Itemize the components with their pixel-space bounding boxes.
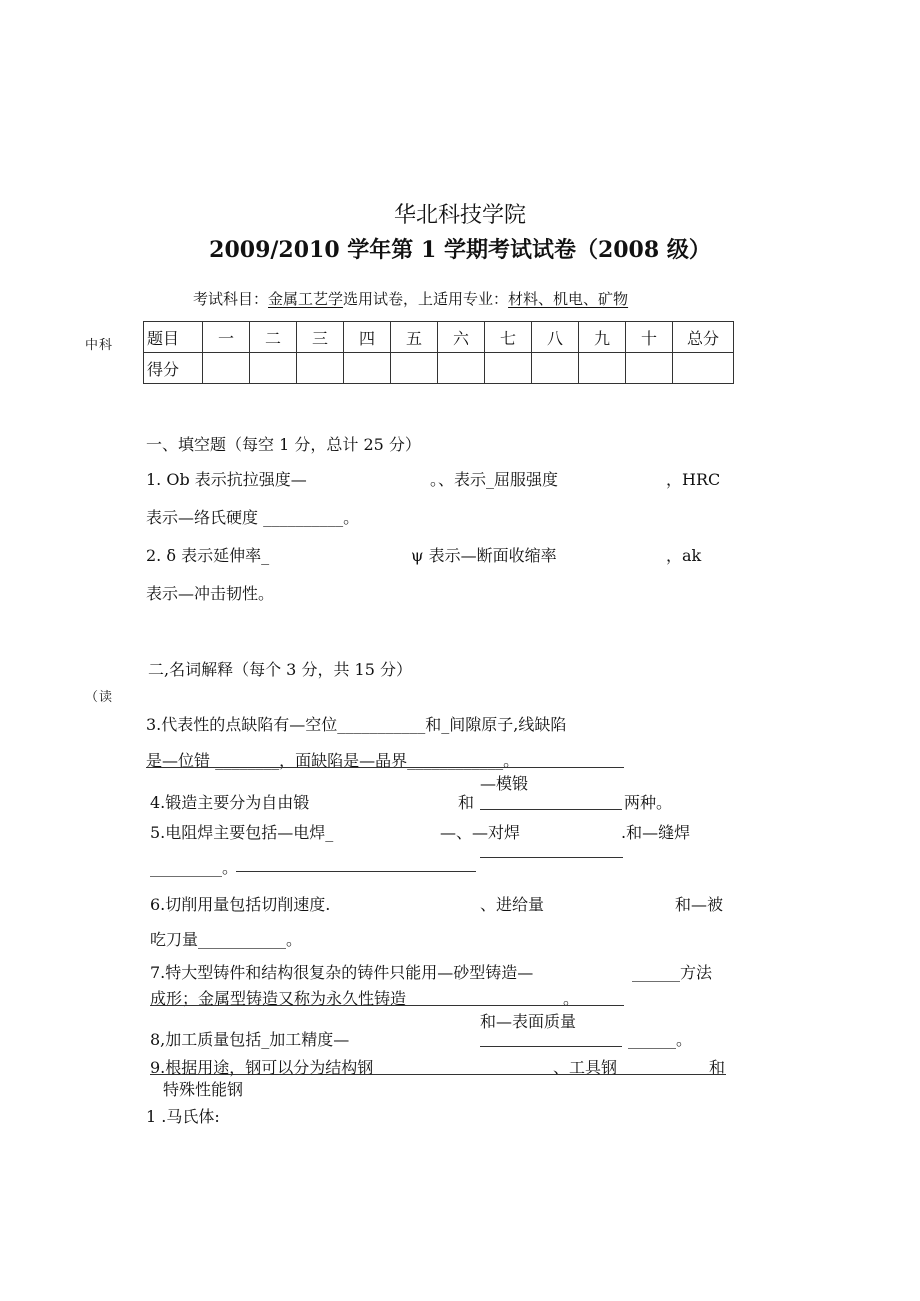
- q7-part-c: 成形；金属型铸造又称为永久性铸造: [150, 989, 407, 1008]
- q1-part-c: ，HRC: [666, 470, 721, 489]
- q5-part-d: _________。: [150, 858, 239, 877]
- score-cell[interactable]: [203, 353, 250, 384]
- q1-part-a: 1. Ob 表示抗拉强度—: [146, 470, 307, 489]
- score-cell[interactable]: [532, 353, 579, 384]
- score-cell[interactable]: [391, 353, 438, 384]
- column-header: 七: [485, 322, 532, 353]
- table-row: [144, 353, 734, 384]
- column-header: 八: [532, 322, 579, 353]
- q9-part-d: 特殊性能钢: [163, 1080, 244, 1099]
- majors: 材料、机电、矿物: [508, 290, 629, 308]
- school-name: 华北科技学院: [393, 203, 526, 228]
- subject-prefix: 考试科目：: [193, 290, 269, 308]
- q4-part-c: 两种。: [624, 793, 673, 812]
- q4-blank[interactable]: [480, 809, 622, 810]
- q5-underline: [236, 871, 476, 872]
- q7-underline: [150, 1005, 624, 1006]
- q6-part-b: 、进给量: [480, 895, 545, 914]
- q9-part-c: 和: [709, 1058, 726, 1077]
- score-table: [143, 321, 734, 384]
- subject-line: [193, 288, 628, 309]
- q7-part-a: 7.特大型铸件和结构很复杂的铸件只能用—砂型铸造—: [150, 963, 534, 982]
- q9-underline: [150, 1074, 726, 1075]
- row-label-questions: 题目: [144, 322, 203, 353]
- q6-part-c: 和—被: [675, 895, 724, 914]
- score-cell[interactable]: [485, 353, 532, 384]
- side-label-1: 中科: [85, 338, 114, 353]
- q8-blank[interactable]: [480, 1046, 622, 1047]
- q9-part-b: 、工具钢: [553, 1058, 618, 1077]
- column-header: 五: [391, 322, 438, 353]
- score-cell[interactable]: [673, 353, 734, 384]
- subject-suffix: 选用试卷，上适用专业：: [343, 290, 509, 308]
- column-header: 一: [203, 322, 250, 353]
- score-cell[interactable]: [438, 353, 485, 384]
- column-header: 四: [344, 322, 391, 353]
- q5-part-c: .和—缝焊: [621, 823, 691, 842]
- section1-heading: 一、填空题（每空 1 分，总计 25 分）: [146, 435, 421, 454]
- column-header: 三: [297, 322, 344, 353]
- column-header: 九: [579, 322, 626, 353]
- q7-part-b: ______方法: [632, 963, 713, 982]
- q2-part-d: 表示—冲击韧性。: [146, 584, 275, 603]
- q8-part-a: 8,加工质量包括_加工精度—: [150, 1030, 350, 1049]
- q1-part-d: 表示—络氏硬度 __________。: [146, 508, 360, 527]
- q5-part-b: —、—对焊: [440, 823, 521, 842]
- q5-blank[interactable]: [480, 857, 623, 858]
- q3-underline: [146, 767, 624, 768]
- q8-part-b: ______。: [628, 1030, 693, 1049]
- score-cell[interactable]: [626, 353, 673, 384]
- column-header: 六: [438, 322, 485, 353]
- q1-part-b: 。、表示_屈服强度: [430, 470, 559, 489]
- score-cell[interactable]: [344, 353, 391, 384]
- q6-part-d: 吃刀量___________。: [150, 930, 303, 949]
- exam-title: 2009/2010 学年第 1 学期考试试卷（2008 级）: [209, 237, 711, 263]
- column-header-total: 总分: [673, 322, 734, 353]
- q2-part-c: ，ak: [666, 546, 702, 565]
- q4-part-a: 4.锻造主要分为自由锻: [150, 793, 310, 812]
- q7-part-d: 。: [563, 989, 580, 1008]
- q3-part-b: 是—位错 ________，面缺陷是—晶界____________。: [146, 751, 520, 770]
- q8-top: 和—表面质量: [480, 1012, 577, 1031]
- score-cell[interactable]: [250, 353, 297, 384]
- column-header: 十: [626, 322, 673, 353]
- q4-part-b: 和: [458, 793, 475, 812]
- q2-part-b: ψ 表示—断面收缩率: [411, 546, 557, 565]
- side-label-2: （读: [85, 690, 114, 705]
- column-header: 二: [250, 322, 297, 353]
- q6-part-a: 6.切削用量包括切削速度.: [150, 895, 331, 914]
- row-label-score: 得分: [144, 353, 203, 384]
- q3-part-a: 3.代表性的点缺陷有—空位___________和_间隙原子,线缺陷: [146, 715, 567, 734]
- q10-term: 1 .马氏体:: [146, 1107, 220, 1126]
- q4-top: —模锻: [480, 774, 529, 793]
- q2-part-a: 2. δ 表示延伸率_: [146, 546, 270, 565]
- q5-part-a: 5.电阻焊主要包括—电焊_: [150, 823, 334, 842]
- section2-heading: 二,名词解释（每个 3 分，共 15 分）: [148, 660, 412, 679]
- q9-part-a: 9.根据用途，钢可以分为结构钢: [150, 1058, 374, 1077]
- score-cell[interactable]: [579, 353, 626, 384]
- subject-name: 金属工艺学: [268, 290, 344, 308]
- table-row: [144, 322, 734, 353]
- score-cell[interactable]: [297, 353, 344, 384]
